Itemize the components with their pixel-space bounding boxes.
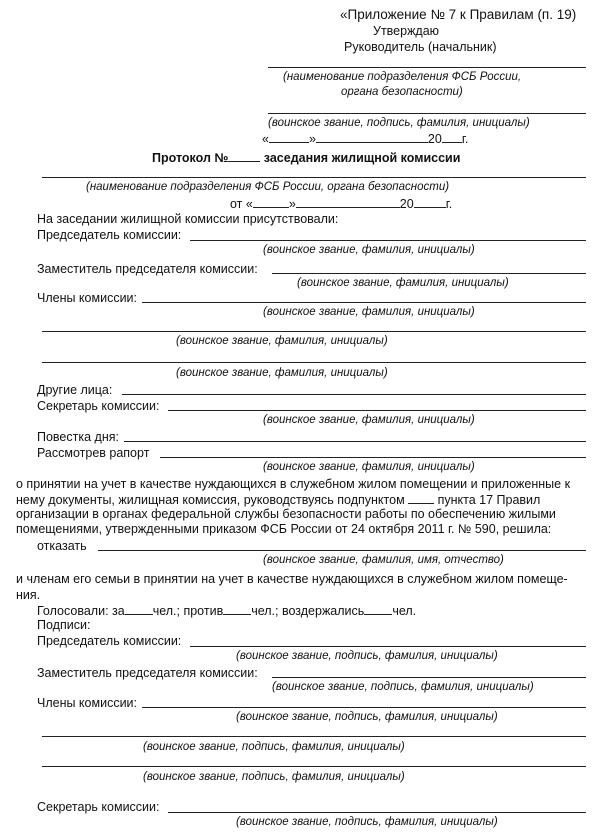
members-label: Члены комиссии: — [37, 291, 138, 305]
vote-against-field[interactable] — [223, 603, 251, 615]
others-label: Другие лица: — [37, 383, 113, 397]
protocol-date-day-field[interactable] — [253, 196, 289, 208]
others-field[interactable] — [122, 394, 586, 395]
sign-members-hint-1: (воинское звание, подпись, фамилия, инициалы) — [236, 711, 498, 723]
chair-field[interactable] — [190, 240, 586, 241]
sign-members-label: Члены комиссии: — [37, 696, 138, 710]
sign-members-field-3[interactable] — [42, 766, 586, 767]
sign-chair-label: Председатель комиссии: — [37, 634, 182, 648]
date-year-suffix: г. — [461, 132, 469, 146]
members-hint-2: (воинское звание, фамилия, инициалы) — [176, 335, 388, 347]
deputy-hint: (воинское звание, фамилия, инициалы) — [297, 277, 509, 289]
deputy-label: Заместитель председателя комиссии: — [37, 262, 258, 276]
protocol-title — [152, 150, 460, 166]
body-paragraph-line-2 — [16, 492, 540, 508]
body-paragraph-line-3: организации в органах федеральной службы безопасности работы по обеспечению жилыми — [16, 507, 556, 521]
date-quote-close: » — [308, 132, 316, 146]
appendix-reference: «Приложение № 7 к Правилам (п. 19) — [340, 7, 577, 22]
present-label: На заседании жилищной комиссии присутствовали: — [37, 212, 339, 226]
agenda-label: Повестка дня: — [37, 430, 119, 444]
members-field-2[interactable] — [42, 331, 586, 332]
sign-secretary-label: Секретарь комиссии: — [37, 800, 160, 814]
sign-members-hint-3: (воинское звание, подпись, фамилия, инициалы) — [143, 771, 405, 783]
unit-name-hint-2: органа безопасности) — [341, 86, 463, 98]
vote-for-field[interactable] — [125, 603, 153, 615]
sign-deputy-label: Заместитель председателя комиссии: — [37, 666, 258, 680]
protocol-date-month-field[interactable] — [296, 196, 400, 208]
head-label: Руководитель (начальник) — [344, 40, 497, 54]
protocol-unit-hint: (наименование подразделения ФСБ России, органа безопасности) — [86, 181, 450, 193]
agenda-field[interactable] — [124, 441, 586, 442]
members-field-1[interactable] — [142, 302, 586, 303]
unit-name-line[interactable] — [268, 67, 586, 68]
date-month-field[interactable] — [316, 131, 428, 143]
sign-deputy-field[interactable] — [272, 677, 586, 678]
unit-name-hint: (наименование подразделения ФСБ России, — [283, 71, 522, 83]
vote-abstained-label: чел.; воздержались — [251, 604, 365, 618]
protocol-unit-line[interactable] — [42, 177, 586, 178]
family-text-line-2: ния. — [16, 588, 41, 602]
date-year-prefix: 20 — [427, 132, 442, 146]
subpoint-number-field[interactable] — [408, 492, 434, 504]
protocol-date — [230, 196, 452, 212]
date-day-field[interactable] — [269, 131, 309, 143]
refuse-label: отказать — [37, 539, 87, 553]
protocol-date-year-field[interactable] — [414, 196, 446, 208]
sign-secretary-field[interactable] — [168, 812, 586, 813]
signatures-title: Подписи: — [37, 618, 91, 632]
secretary-field[interactable] — [168, 410, 586, 411]
deputy-field[interactable] — [272, 273, 586, 274]
members-field-3[interactable] — [42, 362, 586, 363]
sign-secretary-hint: (воинское звание, подпись, фамилия, инициалы) — [236, 816, 498, 828]
sign-chair-field[interactable] — [190, 646, 586, 647]
refuse-field[interactable] — [98, 550, 586, 551]
refuse-hint: (воинское звание, фамилия, имя, отчество) — [263, 554, 504, 566]
protocol-date-year-prefix: 20 — [399, 197, 414, 211]
report-hint: (воинское звание, фамилия, инициалы) — [263, 461, 475, 473]
approval-date — [262, 131, 468, 147]
vote-end-label: чел. — [392, 604, 417, 618]
family-text-line-1: и членам его семьи в принятии на учет в качестве нуждающихся в служебном жилом помеще- — [16, 572, 568, 586]
date-year-field[interactable] — [442, 131, 462, 143]
report-label: Рассмотрев рапорт — [37, 446, 150, 460]
sign-members-field-2[interactable] — [42, 736, 586, 737]
members-hint-1: (воинское звание, фамилия, инициалы) — [263, 306, 475, 318]
approver-sign-hint: (воинское звание, подпись, фамилия, инициалы) — [268, 117, 530, 129]
members-hint-3: (воинское звание, фамилия, инициалы) — [176, 367, 388, 379]
protocol-number-field[interactable] — [228, 150, 260, 162]
protocol-date-from: от « — [230, 197, 253, 211]
vote-abstained-field[interactable] — [364, 603, 392, 615]
body-paragraph-line-4: помещениями, утвержденными приказом ФСБ России от 24 октября 2011 г. № 590, решила: — [16, 522, 552, 536]
sign-members-hint-2: (воинское звание, подпись, фамилия, инициалы) — [143, 741, 405, 753]
vote-for-label: Голосовали: за — [37, 604, 125, 618]
sign-chair-hint: (воинское звание, подпись, фамилия, инициалы) — [236, 650, 498, 662]
vote-against-label: чел.; против — [152, 604, 224, 618]
approve-label: Утверждаю — [373, 24, 440, 38]
protocol-title-number-label: Протокол № — [152, 151, 229, 165]
sign-members-field-1[interactable] — [142, 707, 586, 708]
report-field[interactable] — [160, 457, 586, 458]
vote-line — [37, 603, 416, 619]
protocol-date-quote: » — [288, 197, 296, 211]
body-paragraph-point-text: пункта 17 Правил — [434, 493, 541, 507]
sign-deputy-hint: (воинское звание, подпись, фамилия, инициалы) — [272, 681, 534, 693]
approver-sign-line[interactable] — [268, 113, 586, 114]
chair-label: Председатель комиссии: — [37, 228, 182, 242]
secretary-hint: (воинское звание, фамилия, инициалы) — [263, 414, 475, 426]
secretary-label: Секретарь комиссии: — [37, 399, 160, 413]
chair-hint: (воинское звание, фамилия, инициалы) — [263, 244, 475, 256]
date-quote-open: « — [262, 132, 269, 146]
protocol-date-g: г. — [445, 197, 453, 211]
body-paragraph-line-1: о принятии на учет в качестве нуждающихся в служебном жилом помещении и приложенные к — [16, 477, 571, 491]
body-paragraph-subpoint-text: нему документы, жилищная комиссия, руководствуясь подпунктом — [16, 493, 409, 507]
protocol-title-rest: заседания жилищной комиссии — [260, 151, 461, 165]
